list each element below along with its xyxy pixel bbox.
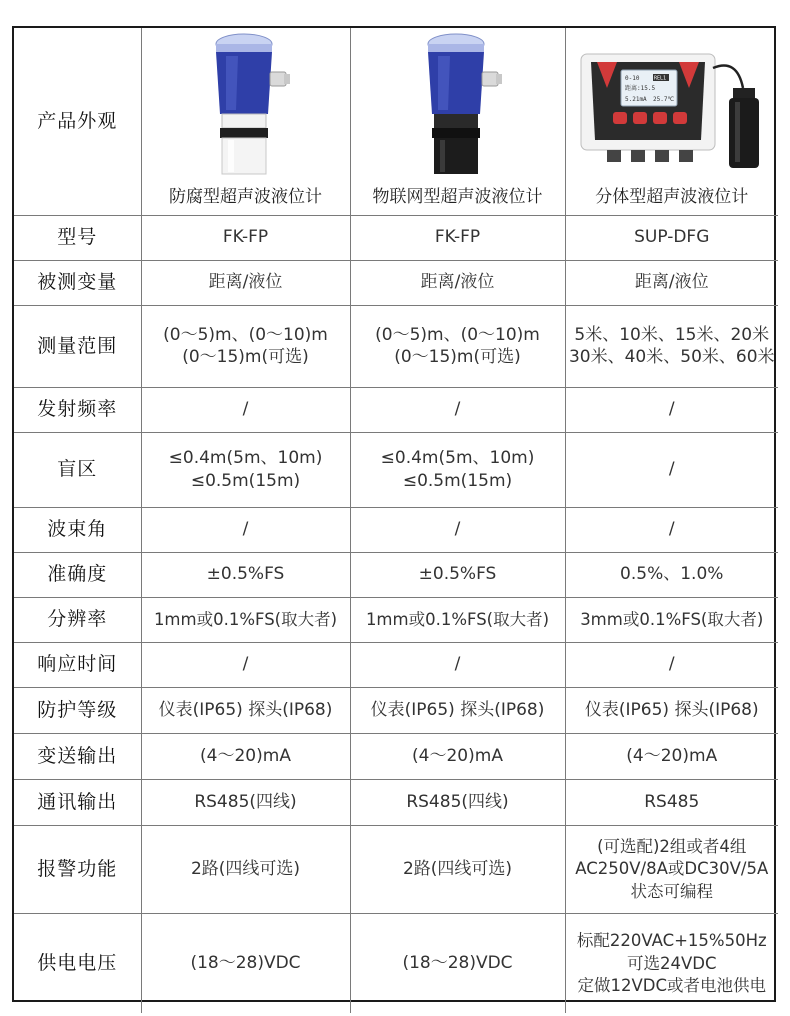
split-ultrasonic-controller-icon bbox=[577, 48, 767, 178]
row-label: 准确度 bbox=[14, 552, 141, 597]
value-line: RS485(四线) bbox=[194, 791, 297, 812]
value-cell bbox=[350, 387, 565, 432]
spec-row bbox=[14, 305, 778, 387]
spec-table bbox=[14, 28, 778, 1013]
value-cell bbox=[565, 642, 778, 687]
value-line: FK-FP bbox=[434, 227, 481, 248]
value-line: 1mm或0.1%FS(取大者) bbox=[365, 609, 550, 629]
value-line: (0～15)m(可选) bbox=[394, 347, 521, 368]
value-cell bbox=[565, 913, 778, 1013]
value-line: (0～5)m、(0～10)m bbox=[163, 324, 328, 345]
value-cell bbox=[350, 825, 565, 913]
row-label: 分辨率 bbox=[14, 597, 141, 642]
spec-row bbox=[14, 733, 778, 779]
value-cell bbox=[141, 432, 350, 507]
value-cell bbox=[350, 913, 565, 1013]
value-line: 距离/液位 bbox=[634, 272, 709, 293]
spec-row bbox=[14, 215, 778, 260]
value-line: 2路(四线可选) bbox=[402, 858, 513, 879]
value-cell bbox=[350, 779, 565, 825]
product-photo-2 bbox=[353, 28, 563, 178]
row-label: 通讯输出 bbox=[14, 779, 141, 825]
value-line: / bbox=[668, 519, 675, 540]
value-cell bbox=[350, 305, 565, 387]
value-line: RS485 bbox=[644, 791, 700, 812]
value-line: 距离/液位 bbox=[420, 272, 495, 293]
value-line: ±0.5%FS bbox=[418, 564, 497, 585]
value-line: ≤0.5m(15m) bbox=[402, 470, 513, 491]
product-name-2: 物联网型超声波液位计 bbox=[372, 187, 543, 207]
product-cell-2 bbox=[350, 28, 565, 215]
value-cell bbox=[350, 432, 565, 507]
value-line: (0～5)m、(0～10)m bbox=[375, 324, 540, 345]
svg-text:距离:15.5: 距离:15.5 bbox=[624, 85, 655, 92]
value-line: ≤0.4m(5m、10m) bbox=[168, 448, 323, 468]
row-label: 变送输出 bbox=[14, 733, 141, 779]
product-cell-3 bbox=[565, 28, 778, 215]
ultrasonic-sensor-black-probe-icon bbox=[408, 28, 508, 178]
value-cell bbox=[350, 687, 565, 733]
value-line: ≤0.5m(15m) bbox=[190, 470, 301, 491]
row-label: 被测变量 bbox=[14, 260, 141, 305]
value-cell bbox=[565, 552, 778, 597]
value-cell bbox=[565, 825, 778, 913]
value-line: / bbox=[454, 519, 461, 540]
value-line: / bbox=[242, 519, 249, 540]
spec-row bbox=[14, 642, 778, 687]
spec-row bbox=[14, 432, 778, 507]
value-line: ≤0.4m(5m、10m) bbox=[380, 448, 535, 468]
product-photo-3 bbox=[568, 28, 777, 178]
spec-row bbox=[14, 387, 778, 432]
value-line: / bbox=[454, 399, 461, 420]
value-line: (18～28)VDC bbox=[190, 953, 301, 974]
value-line: / bbox=[242, 399, 249, 420]
spec-row bbox=[14, 507, 778, 552]
row-label: 供电电压 bbox=[14, 913, 141, 1013]
svg-text:25.7℃: 25.7℃ bbox=[652, 96, 674, 103]
value-line: 可选24VDC bbox=[626, 953, 717, 973]
value-cell bbox=[141, 825, 350, 913]
product-name-1: 防腐型超声波液位计 bbox=[169, 187, 322, 207]
value-line: 3mm或0.1%FS(取大者) bbox=[580, 609, 764, 629]
value-line: / bbox=[668, 654, 675, 675]
spec-row bbox=[14, 597, 778, 642]
product-name-3: 分体型超声波液位计 bbox=[595, 187, 749, 207]
value-line: ±0.5%FS bbox=[206, 564, 285, 585]
spec-row bbox=[14, 825, 778, 913]
value-cell bbox=[350, 260, 565, 305]
value-cell bbox=[565, 687, 778, 733]
value-cell bbox=[565, 432, 778, 507]
value-cell bbox=[565, 779, 778, 825]
value-cell bbox=[565, 507, 778, 552]
value-line: 仪表(IP65) 探头(IP68) bbox=[158, 699, 333, 720]
value-cell bbox=[565, 733, 778, 779]
svg-text:5.21mA: 5.21mA bbox=[624, 96, 647, 103]
value-cell bbox=[350, 552, 565, 597]
value-cell bbox=[141, 779, 350, 825]
product-photo-1 bbox=[144, 28, 348, 178]
value-line: 标配220VAC+15%50Hz bbox=[576, 931, 767, 951]
spec-row bbox=[14, 552, 778, 597]
value-cell bbox=[350, 733, 565, 779]
value-cell bbox=[141, 687, 350, 733]
row-label: 盲区 bbox=[14, 432, 141, 507]
value-cell bbox=[141, 305, 350, 387]
value-line: 1mm或0.1%FS(取大者) bbox=[153, 609, 338, 629]
value-line: (可选配)2组或者4组 bbox=[597, 837, 747, 857]
value-cell bbox=[141, 733, 350, 779]
value-cell bbox=[141, 642, 350, 687]
value-line: (4～20)mA bbox=[412, 745, 503, 766]
spec-comparison-sheet bbox=[12, 26, 776, 1002]
value-cell bbox=[141, 387, 350, 432]
row-label: 响应时间 bbox=[14, 642, 141, 687]
row-label: 测量范围 bbox=[14, 305, 141, 387]
value-line: (18～28)VDC bbox=[402, 953, 513, 974]
value-line: FK-FP bbox=[222, 227, 269, 248]
value-line: 0.5%、1.0% bbox=[620, 564, 724, 585]
value-cell bbox=[565, 305, 778, 387]
row-label: 发射频率 bbox=[14, 387, 141, 432]
value-cell bbox=[141, 552, 350, 597]
value-cell bbox=[565, 260, 778, 305]
value-cell bbox=[141, 913, 350, 1013]
value-cell bbox=[565, 597, 778, 642]
value-line: / bbox=[668, 459, 675, 480]
value-cell bbox=[565, 387, 778, 432]
value-line: 仪表(IP65) 探头(IP68) bbox=[584, 699, 759, 720]
value-cell bbox=[350, 215, 565, 260]
value-line: (4～20)mA bbox=[626, 745, 718, 766]
svg-text:0-10: 0-10 bbox=[624, 75, 640, 82]
row-label: 防护等级 bbox=[14, 687, 141, 733]
value-line: SUP-DFG bbox=[634, 227, 710, 248]
value-line: 状态可编程 bbox=[630, 881, 713, 901]
value-line: / bbox=[454, 654, 461, 675]
ultrasonic-sensor-white-probe-icon bbox=[196, 28, 296, 178]
value-cell bbox=[350, 642, 565, 687]
spec-row bbox=[14, 913, 778, 1013]
value-line: 5米、10米、15米、20米 bbox=[574, 324, 770, 345]
spec-row bbox=[14, 687, 778, 733]
svg-text:REL1: REL1 bbox=[653, 75, 666, 82]
value-cell bbox=[350, 597, 565, 642]
value-line: 仪表(IP65) 探头(IP68) bbox=[370, 699, 545, 720]
value-cell bbox=[350, 507, 565, 552]
row-label: 型号 bbox=[14, 215, 141, 260]
row-label: 报警功能 bbox=[14, 825, 141, 913]
appearance-label: 产品外观 bbox=[14, 28, 141, 215]
value-line: 2路(四线可选) bbox=[190, 858, 301, 879]
spec-row bbox=[14, 779, 778, 825]
value-line: (0～15)m(可选) bbox=[182, 347, 309, 368]
value-cell bbox=[565, 215, 778, 260]
appearance-row bbox=[14, 28, 778, 215]
value-line: 距离/液位 bbox=[208, 272, 283, 293]
value-line: 30米、40米、50米、60米 bbox=[568, 347, 775, 368]
value-line: (4～20)mA bbox=[200, 745, 291, 766]
spec-row bbox=[14, 260, 778, 305]
value-cell bbox=[141, 260, 350, 305]
row-label: 波束角 bbox=[14, 507, 141, 552]
product-cell-1 bbox=[141, 28, 350, 215]
value-cell bbox=[141, 597, 350, 642]
value-line: / bbox=[242, 654, 249, 675]
value-line: RS485(四线) bbox=[406, 791, 509, 812]
value-cell bbox=[141, 215, 350, 260]
value-line: / bbox=[668, 399, 675, 420]
value-line: AC250V/8A或DC30V/5A bbox=[575, 859, 769, 879]
value-cell bbox=[141, 507, 350, 552]
value-line: 定做12VDC或者电池供电 bbox=[577, 975, 766, 995]
